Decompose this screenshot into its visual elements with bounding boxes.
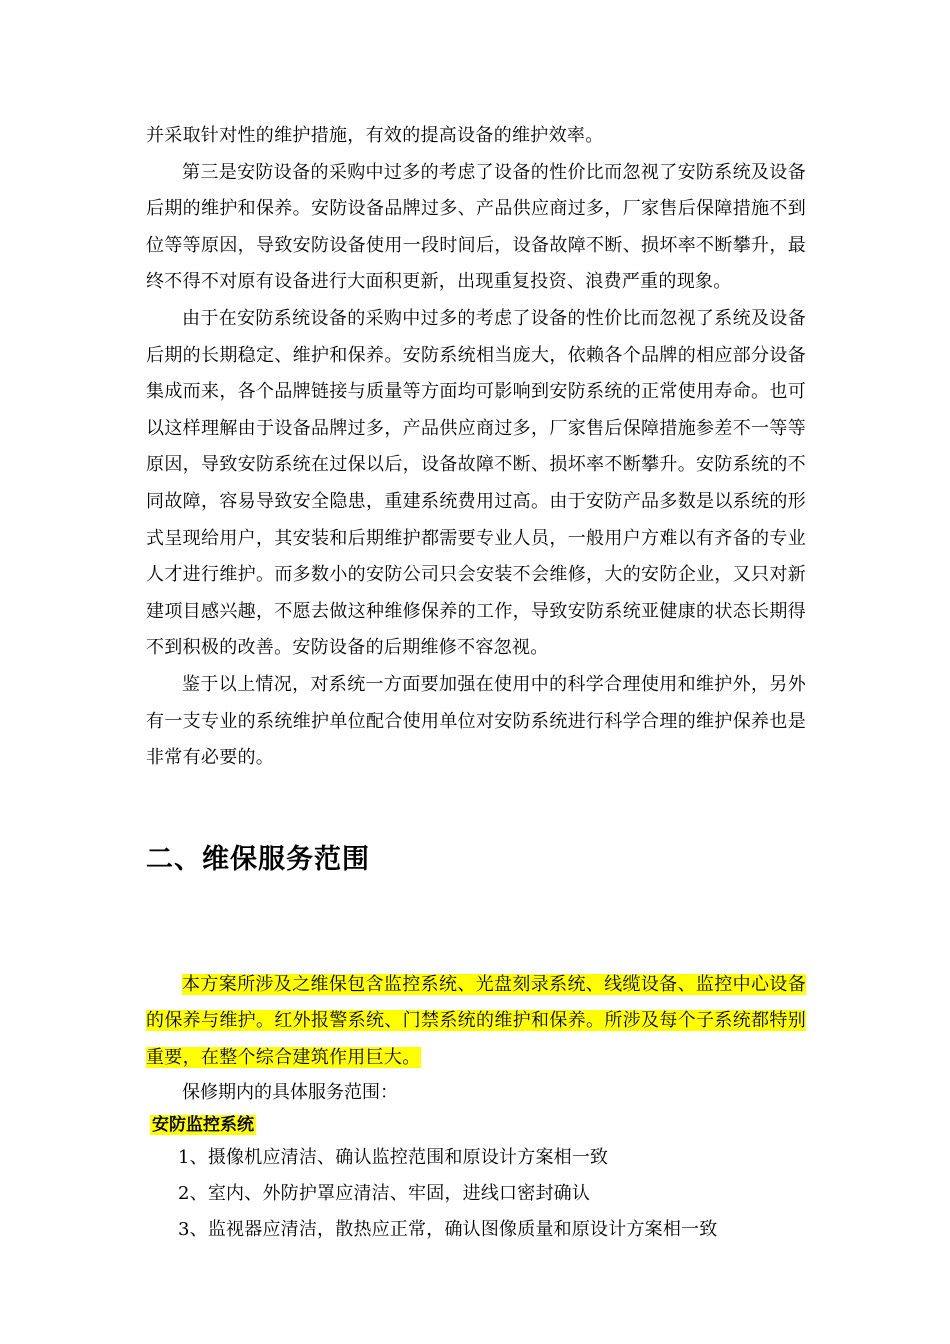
list-item: 3、监视器应清洁，散热应正常，确认图像质量和原设计方案相一致	[178, 1218, 718, 1240]
subsection-title-text: 安防监控系统	[152, 1114, 254, 1135]
highlighted-scope-paragraph	[146, 967, 806, 1076]
paragraph-procurement: 由于在安防系统设备的采购中过多的考虑了设备的性价比而忽视了系统及设备后期的长期稳定、维护和保养。安防系统相当庞大，依赖各个品牌的相应部分设备集成而来，各个品牌链接与质量等方面均可影响到安防系统的正常使用寿命。也可以这样理解由于设备品牌过多，产品供应商过多，厂家售后保障措施参差不一等等原因，导致安防系统在过保以后，设备故障不断、损坏率不断攀升。安防系统的不同故障，容易导致安全隐患，重建系统费用过高。由于安防产品多数是以系统的形式呈现给用户，其安装和后期维护都需要专业人员，一般用户方难以有齐备的专业人才进行维护。而多数小的安防公司只会安装不会维修，大的安防企业，又只对新建项目感兴趣，不愿去做这种维修保养的工作，导致安防系统亚健康的状态长期得不到积极的改善。安防设备的后期维修不容忽视。	[146, 307, 806, 659]
scope-intro: 保修期内的具体服务范围：	[182, 1081, 398, 1103]
paragraph-conclusion: 鉴于以上情况，对系统一方面要加强在使用中的科学合理使用和维护外，另外有一支专业的系统维护单位配合使用单位对安防系统进行科学合理的维护保养也是非常有必要的。	[146, 673, 806, 769]
subsection-title	[150, 1110, 806, 1140]
document-body	[146, 118, 806, 1248]
list-item: 2、室内、外防护罩应清洁、牢固，进线口密封确认	[178, 1182, 591, 1204]
section-heading: 二、维保服务范围	[146, 843, 370, 875]
list-item: 1、摄像机应清洁、确认监控范围和原设计方案相一致	[178, 1146, 609, 1168]
highlighted-text: 本方案所涉及之维保包含监控系统、光盘刻录系统、线缆设备、监控中心设备的保养与维护。红外报警系统、门禁系统的维护和保养。所涉及每个子系统都特别重要，在整个综合建筑作用巨大。	[146, 973, 806, 1068]
paragraph-third-reason: 第三是安防设备的采购中过多的考虑了设备的性价比而忽视了安防系统及设备后期的维护和保养。安防设备品牌过多、产品供应商过多，厂家售后保障措施不到位等等原因，导致安防设备使用一段时间后，设备故障不断、损坏率不断攀升，最终不得不对原有设备进行大面积更新，出现重复投资、浪费严重的现象。	[146, 161, 806, 293]
paragraph-continuation: 并采取针对性的维护措施，有效的提高设备的维护效率。	[146, 125, 604, 146]
